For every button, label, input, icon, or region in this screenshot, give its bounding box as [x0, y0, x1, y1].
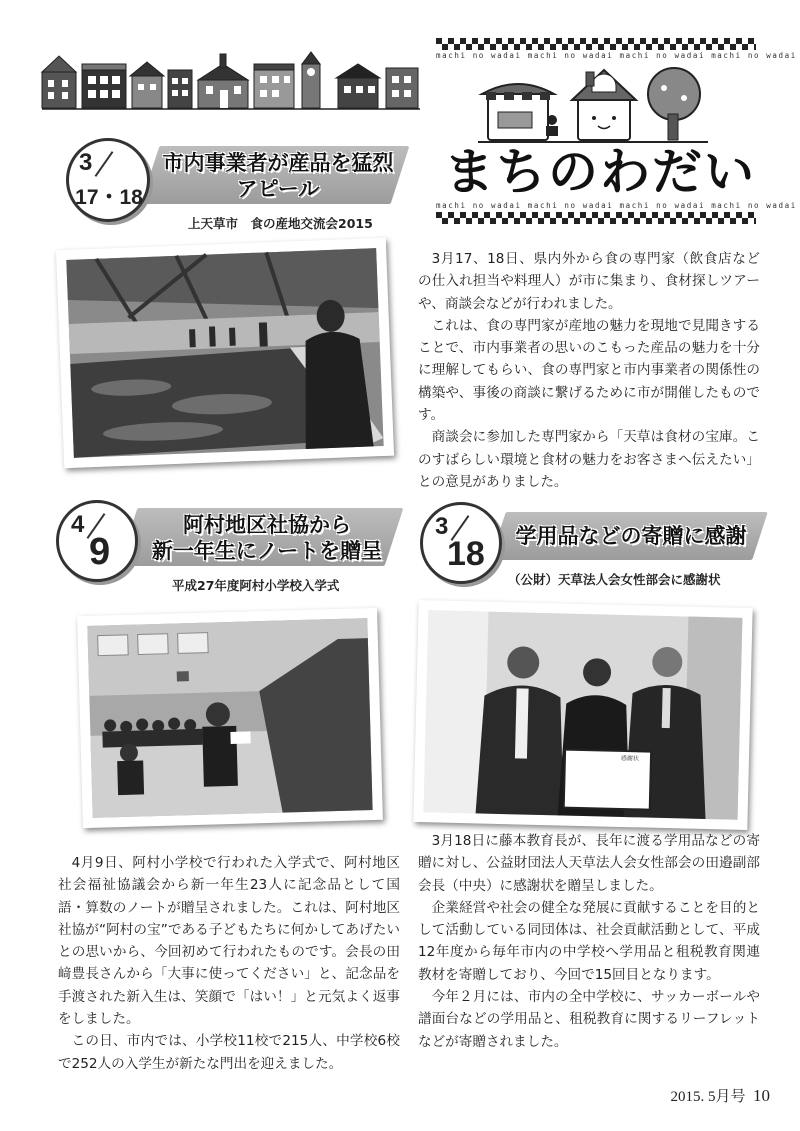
- article1-body: [418, 248, 760, 493]
- article3-body: [418, 830, 760, 1053]
- issue-label: 2015. 5月号: [670, 1089, 746, 1105]
- article1-date-day: 17・18: [75, 186, 143, 209]
- article3-title: 学用品などの寄贈に感謝: [515, 524, 747, 548]
- article3-photo: [413, 600, 752, 830]
- article2-title-line1: 阿村地区社協から: [183, 513, 351, 537]
- article3-subtitle: （公財）天草法人会女性部会に感謝状: [508, 572, 721, 587]
- page-footer: [670, 1085, 770, 1106]
- certificate-label: 感謝状: [620, 754, 640, 763]
- checker-border-top: [436, 38, 756, 50]
- article2-paragraph-2: この日、市内では、小学校11校で215人、中学校6校で252人の入学生が新たな門出を迎えました。: [58, 1033, 400, 1072]
- corner-strap-bottom: machi no wadai machi no wadai machi no wadai machi no wadai: [436, 201, 797, 210]
- article2-title-line2: 新一年生にノートを贈呈: [151, 539, 383, 563]
- article3-paragraph-3: 今年２月には、市内の全中学校に、サッカーボールや譜面台などの学用品と、租税教育に関するリーフレットなどが寄贈されました。: [418, 989, 760, 1050]
- article1-photo: [56, 238, 394, 469]
- article1-paragraph-1: 3月17、18日、県内外から食の専門家（飲食店などの仕入れ担当や料理人）が市に集まり、食材探しツアーや、商談会などが行われました。: [418, 251, 760, 312]
- article1-paragraph-2: これは、食の専門家が産地の魅力を現地で見聞きすることで、市内事業者の思いのこもった産品の魅力を十分に理解してもらい、食の専門家と市内事業者の関係性の構築や、事後の商談に繋げるために市が開催したものです。: [418, 317, 760, 424]
- fish-tank-facility-photo: [66, 248, 383, 458]
- town-houses-illustration: [42, 50, 420, 110]
- article3-paragraph-1: 3月18日に藤本教育長が、長年に渡る学用品などの寄贈に対し、公益財団法人天草法人会女性部会の田邉副部会長（中央）に感謝状を贈呈しました。: [418, 833, 760, 894]
- shop-house-tree-illustration: [478, 64, 708, 154]
- article1-date-month: 3: [79, 149, 93, 176]
- entrance-ceremony-photo: [87, 618, 372, 818]
- article2-body: [58, 852, 400, 1075]
- corner-title: まちのわだい: [444, 143, 756, 201]
- article3-date-badge: [420, 502, 502, 584]
- article2-subtitle: 平成27年度阿村小学校入学式: [172, 578, 340, 593]
- page-number: 10: [753, 1086, 770, 1105]
- corner-strap-top: machi no wadai machi no wadai machi no wadai machi no wadai: [436, 51, 797, 60]
- article1-paragraph-3: 商談会に参加した専門家から「天草は食材の宝庫。このすばらしい環境と食材の魅力をお客さまへ伝えたい」との意見がありました。: [418, 429, 760, 490]
- article1-title: [158, 150, 398, 202]
- article1-title-line2: アピール: [236, 177, 320, 201]
- certificate-presentation-photo: [424, 610, 743, 820]
- article2-photo: [77, 608, 383, 828]
- article2-paragraph-1: 4月9日、阿村小学校で行われた入学式で、阿村地区社会福祉協議会から新一年生23人に記念品として国語・算数のノートが贈呈されました。これは、阿村地区社協が“阿村の宝”である子どもたちに何かしてあげたいとの思いから、今回初めて行われたものです。会長の田﨑豊長さんから「大事に使ってください」と、記念品を手渡された新入生は、笑顔で「はい！」と元気よく返事をしました。: [58, 855, 400, 1028]
- date-slash: [95, 151, 114, 177]
- article1-subtitle: 上天草市 食の産地交流会2015: [188, 216, 373, 231]
- article2-title: [142, 512, 392, 564]
- article1-title-line1: 市内事業者が産品を猛烈: [162, 151, 394, 175]
- checker-border-bottom: [436, 212, 756, 224]
- article3-date-month: 3: [435, 513, 449, 540]
- article1-date-badge: [66, 138, 150, 222]
- article2-date-day: 9: [89, 531, 111, 573]
- article3-date-day: 18: [447, 535, 485, 573]
- article3-paragraph-2: 企業経営や社会の健全な発展に貢献することを目的として活動している同団体は、社会貢献活動として、平成12年度から毎年市内の中学校へ学用品と租税教育関連教材を寄贈しており、今回で15回目となります。: [418, 899, 760, 983]
- article2-date-badge: [56, 500, 138, 582]
- article2-date-month: 4: [71, 511, 85, 538]
